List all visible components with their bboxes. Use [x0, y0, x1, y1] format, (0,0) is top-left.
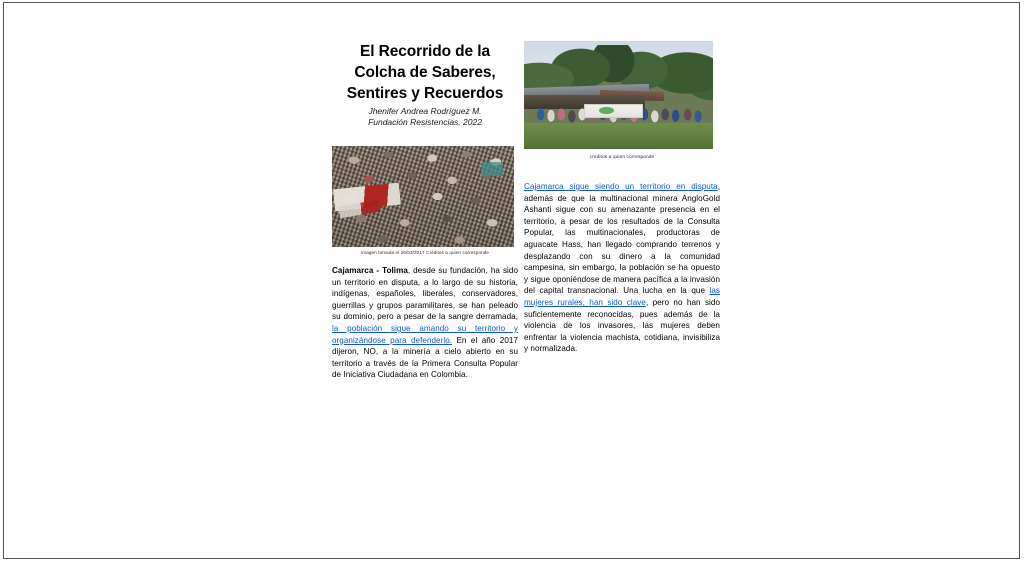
page-title-line-2: Colcha de Saberes,	[354, 64, 496, 81]
right-paragraph-segment-1: , además de que la multinacional minera AngloGold Ashanti sigue con su amenazante presencia en el territorio, a pesar de los resultados de la Consulta Popular, las multinacionales, productoras de aguacate Hass, han llegado comprando terrenos y desplazando con su dinero a la comunidad campesina, sin embargo, la población se ha opuesto y sigue oponiéndose de manera pacífica a la invasión del capital transnacional. Una lucha en la que	[524, 182, 720, 296]
right-paragraph-link-2[interactable]: las mujeres rurales, han sido clave	[524, 286, 720, 307]
group-photo-caption: creditos a quien corresponde	[589, 155, 655, 160]
left-column	[332, 41, 518, 381]
group-photo-figure	[524, 41, 720, 161]
right-paragraph-segment-2: , pero no han sido suficientemente reconocidas, pues además de la violencia de los invasores, las mujeres deben enfrentar la violencia machista, cotidiana, invisibiliza y normalizada.	[524, 297, 720, 354]
crowd-photo-figure	[332, 146, 518, 256]
document-page	[3, 2, 1020, 559]
crowd-photo-image	[332, 146, 514, 247]
byline	[332, 106, 518, 128]
left-paragraph-segment-2: En el año 2017 dijeron, NO, a la minería a cielo abierto en su territorio a través de la Primera Consulta Popular de Iniciativa Ciudadana en Colombia.	[332, 335, 518, 380]
group-photo-image	[524, 41, 713, 149]
left-paragraph-lead: Cajamarca - Tolima	[332, 266, 408, 275]
right-column	[524, 41, 720, 355]
left-paragraph-segment-1: , desde su fundación, ha sido un territorio en disputa, a lo largo de su historia, indígenas, españoles, liberales, conservadores, guerrillas y grupos paramilitares, se han peleado su dominio, pero a pesar de la sangre derramada,	[332, 266, 518, 322]
page-title	[332, 41, 518, 104]
right-paragraph-link-1[interactable]: Cajamarca sigue siendo un territorio en disputa	[524, 182, 718, 191]
page-title-line-1: El Recorrido de la	[360, 43, 490, 60]
byline-author: Jhenifer Andrea Rodríguez M.	[368, 106, 482, 116]
group-photo-grass	[524, 123, 713, 149]
group-photo-banner	[584, 104, 643, 118]
right-column-paragraph	[524, 181, 720, 355]
crowd-photo-caption: Imagen tomada el 26/03/2017 Créditos a quien corresponde	[360, 250, 490, 255]
page-title-line-3: Sentires y Recuerdos	[346, 85, 504, 102]
crowd-photo-banner	[481, 162, 503, 176]
left-paragraph-link-1[interactable]: la población sigue amando su territorio y organizándose para defenderlo.	[332, 323, 518, 345]
left-column-paragraph	[332, 265, 518, 381]
byline-affiliation: Fundación Resistencias, 2022	[368, 117, 482, 127]
